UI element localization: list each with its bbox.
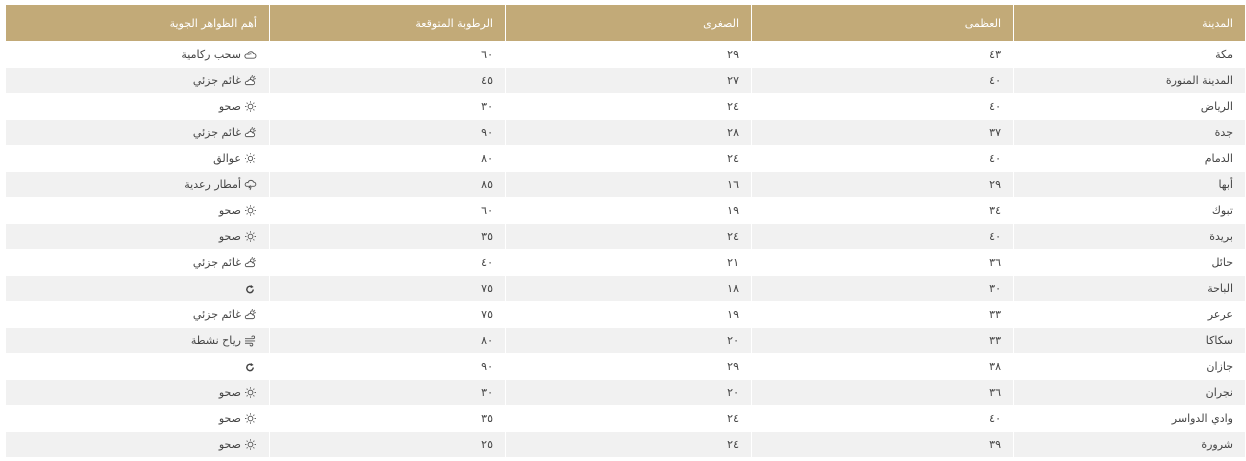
- sun-icon: [243, 231, 257, 243]
- phenomena-content: [193, 256, 257, 269]
- table-row: [6, 406, 1246, 432]
- humidity-cell: ٣٠: [270, 380, 506, 406]
- city-cell: تبوك: [1014, 198, 1246, 224]
- max-temp-cell: ٤٠: [752, 406, 1014, 432]
- phenomena-cell: [6, 94, 270, 120]
- humidity-cell: ٦٠: [270, 42, 506, 68]
- weather-table-container: [5, 4, 1233, 458]
- wind-icon: [243, 335, 257, 347]
- phenomena-label: صحو: [218, 438, 241, 452]
- sun-icon: [243, 413, 257, 425]
- thunderstorm-icon: [243, 179, 257, 191]
- table-row: [6, 328, 1246, 354]
- phenomena-content: [219, 230, 257, 243]
- max-temp-cell: ٤٠: [752, 68, 1014, 94]
- table-row: [6, 68, 1246, 94]
- phenomena-content: [219, 438, 257, 451]
- phenomena-label: غائم جزئي: [192, 256, 241, 270]
- table-row: [6, 42, 1246, 68]
- phenomena-cell: [6, 432, 270, 458]
- phenomena-content: [193, 308, 257, 321]
- city-cell: شرورة: [1014, 432, 1246, 458]
- max-temp-cell: ٣٣: [752, 328, 1014, 354]
- sun-icon: [243, 439, 257, 451]
- phenomena-label: عوالق: [213, 152, 241, 166]
- table-row: [6, 120, 1246, 146]
- refresh-icon: [243, 283, 257, 295]
- phenomena-label: صحو: [218, 230, 241, 244]
- city-cell: بريدة: [1014, 224, 1246, 250]
- humidity-cell: ٤٠: [270, 250, 506, 276]
- phenomena-content: [219, 412, 257, 425]
- max-temp-cell: ٣٨: [752, 354, 1014, 380]
- max-temp-cell: ٤٠: [752, 224, 1014, 250]
- phenomena-label: غائم جزئي: [192, 126, 241, 140]
- table-row: [6, 172, 1246, 198]
- phenomena-cell: [6, 302, 270, 328]
- refresh-icon: [243, 361, 257, 373]
- city-cell: الباحة: [1014, 276, 1246, 302]
- partly-cloudy-icon: [243, 127, 257, 139]
- min-temp-cell: ٢٤: [506, 94, 752, 120]
- max-temp-cell: ٣٠: [752, 276, 1014, 302]
- partly-cloudy-icon: [243, 75, 257, 87]
- phenomena-content: [193, 74, 257, 87]
- min-temp-cell: ٢٨: [506, 120, 752, 146]
- phenomena-content: [219, 100, 257, 113]
- table-row: [6, 302, 1246, 328]
- table-row: [6, 146, 1246, 172]
- min-temp-cell: ١٩: [506, 302, 752, 328]
- phenomena-cell: [6, 406, 270, 432]
- table-header-row: [6, 5, 1246, 42]
- phenomena-label: غائم جزئي: [192, 74, 241, 88]
- phenomena-content: [181, 48, 257, 61]
- phenomena-cell: [6, 224, 270, 250]
- max-temp-cell: ٣٣: [752, 302, 1014, 328]
- phenomena-cell: [6, 380, 270, 406]
- header-min-temp: الصغرى: [506, 5, 752, 42]
- table-row: [6, 276, 1246, 302]
- max-temp-cell: ٤٣: [752, 42, 1014, 68]
- phenomena-label: صحو: [218, 100, 241, 114]
- max-temp-cell: ٣٧: [752, 120, 1014, 146]
- humidity-cell: ٧٥: [270, 302, 506, 328]
- min-temp-cell: ١٦: [506, 172, 752, 198]
- phenomena-content: [219, 386, 257, 399]
- table-row: [6, 198, 1246, 224]
- min-temp-cell: ٢٩: [506, 42, 752, 68]
- city-cell: نجران: [1014, 380, 1246, 406]
- header-phenomena: أهم الظواهر الجوية: [6, 5, 270, 42]
- weather-table: [5, 4, 1246, 458]
- humidity-cell: ٢٥: [270, 432, 506, 458]
- phenomena-content: [191, 334, 257, 347]
- table-body: [6, 42, 1246, 458]
- phenomena-label: سحب ركامية: [181, 48, 241, 62]
- table-row: [6, 354, 1246, 380]
- phenomena-cell: [6, 354, 270, 380]
- humidity-cell: ٣٥: [270, 406, 506, 432]
- phenomena-label: أمطار رعدية: [184, 178, 241, 192]
- min-temp-cell: ٢٠: [506, 328, 752, 354]
- phenomena-content: [213, 152, 257, 165]
- phenomena-label: صحو: [218, 412, 241, 426]
- min-temp-cell: ٢١: [506, 250, 752, 276]
- city-cell: جدة: [1014, 120, 1246, 146]
- city-cell: مكة: [1014, 42, 1246, 68]
- phenomena-cell: [6, 172, 270, 198]
- min-temp-cell: ٢٧: [506, 68, 752, 94]
- city-cell: جازان: [1014, 354, 1246, 380]
- table-row: [6, 380, 1246, 406]
- phenomena-cell: [6, 250, 270, 276]
- phenomena-label: رياح نشطة: [190, 334, 241, 348]
- partly-cloudy-icon: [243, 257, 257, 269]
- phenomena-content: [219, 204, 257, 217]
- city-cell: وادي الدواسر: [1014, 406, 1246, 432]
- humidity-cell: ٩٠: [270, 354, 506, 380]
- phenomena-label: صحو: [218, 204, 241, 218]
- phenomena-content: [243, 361, 257, 373]
- humidity-cell: ٤٥: [270, 68, 506, 94]
- phenomena-content: [243, 283, 257, 295]
- humidity-cell: ٨٠: [270, 146, 506, 172]
- header-max-temp: العظمى: [752, 5, 1014, 42]
- phenomena-cell: [6, 120, 270, 146]
- sun-icon: [243, 387, 257, 399]
- sun-icon: [243, 205, 257, 217]
- phenomena-content: [193, 126, 257, 139]
- dust-icon: [243, 153, 257, 165]
- cumulus-cloud-icon: [243, 49, 257, 61]
- partly-cloudy-icon: [243, 309, 257, 321]
- city-cell: حائل: [1014, 250, 1246, 276]
- phenomena-cell: [6, 276, 270, 302]
- phenomena-label: صحو: [218, 386, 241, 400]
- min-temp-cell: ٢٩: [506, 354, 752, 380]
- max-temp-cell: ٤٠: [752, 146, 1014, 172]
- header-city: المدينة: [1014, 5, 1246, 42]
- sun-icon: [243, 101, 257, 113]
- table-row: [6, 432, 1246, 458]
- max-temp-cell: ٢٩: [752, 172, 1014, 198]
- humidity-cell: ٦٠: [270, 198, 506, 224]
- phenomena-content: [184, 178, 257, 191]
- city-cell: أبها: [1014, 172, 1246, 198]
- table-row: [6, 94, 1246, 120]
- min-temp-cell: ١٩: [506, 198, 752, 224]
- humidity-cell: ٣٥: [270, 224, 506, 250]
- phenomena-cell: [6, 198, 270, 224]
- min-temp-cell: ٢٠: [506, 380, 752, 406]
- max-temp-cell: ٣٩: [752, 432, 1014, 458]
- min-temp-cell: ٢٤: [506, 432, 752, 458]
- max-temp-cell: ٣٦: [752, 250, 1014, 276]
- city-cell: الرياض: [1014, 94, 1246, 120]
- min-temp-cell: ٢٤: [506, 224, 752, 250]
- phenomena-cell: [6, 328, 270, 354]
- phenomena-cell: [6, 68, 270, 94]
- max-temp-cell: ٤٠: [752, 94, 1014, 120]
- humidity-cell: ٩٠: [270, 120, 506, 146]
- table-row: [6, 224, 1246, 250]
- min-temp-cell: ١٨: [506, 276, 752, 302]
- min-temp-cell: ٢٤: [506, 146, 752, 172]
- phenomena-label: غائم جزئي: [192, 308, 241, 322]
- humidity-cell: ٣٠: [270, 94, 506, 120]
- max-temp-cell: ٣٤: [752, 198, 1014, 224]
- city-cell: سكاكا: [1014, 328, 1246, 354]
- humidity-cell: ٨٥: [270, 172, 506, 198]
- table-row: [6, 250, 1246, 276]
- phenomena-cell: [6, 42, 270, 68]
- phenomena-cell: [6, 146, 270, 172]
- city-cell: المدينة المنورة: [1014, 68, 1246, 94]
- city-cell: عرعر: [1014, 302, 1246, 328]
- min-temp-cell: ٢٤: [506, 406, 752, 432]
- humidity-cell: ٧٥: [270, 276, 506, 302]
- header-humidity: الرطوبة المتوقعة: [270, 5, 506, 42]
- humidity-cell: ٨٠: [270, 328, 506, 354]
- max-temp-cell: ٣٦: [752, 380, 1014, 406]
- city-cell: الدمام: [1014, 146, 1246, 172]
